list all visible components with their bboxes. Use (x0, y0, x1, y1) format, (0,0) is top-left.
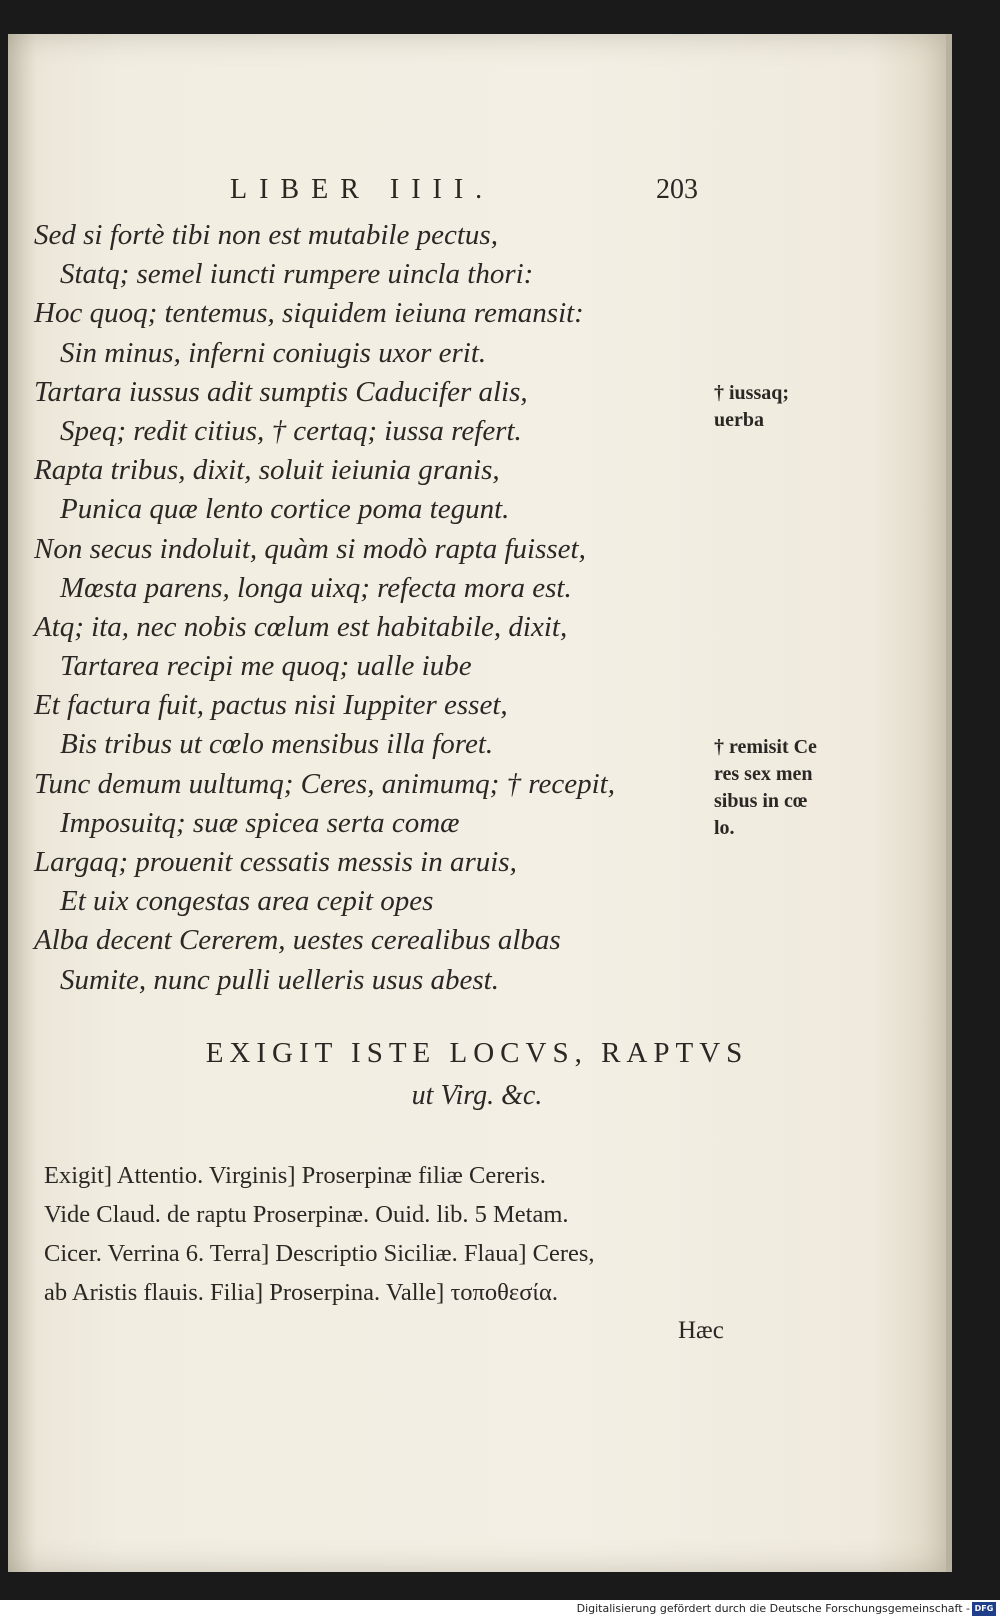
verse-line: Et uix congestas area cepit opes (60, 885, 434, 918)
verse-line: Speq; redit citius, † certaq; iussa refert. (60, 414, 522, 447)
verse-line: Non secus indoluit, quàm si modò rapta fuisset, (34, 532, 586, 565)
verse-line: Imposuitq; suæ spicea serta comæ (60, 806, 460, 839)
verse-line: Sed si fortè tibi non est mutabile pectus, (34, 219, 498, 251)
commentary-block (44, 1156, 729, 1312)
verse-line: Mœsta parens, longa uixq; refecta mora est. (60, 571, 572, 604)
verse-line: Atq; ita, nec nobis cœlum est habitabile, dixit, (34, 610, 568, 643)
verse-line: Hoc quoq; tentemus, siquidem ieiuna remansit: (34, 297, 584, 330)
funding-credit: Digitalisierung gefördert durch die Deutsche Forschungsgemeinschaft - (576, 1602, 970, 1615)
section-heading: EXIGIT ISTE LOCVS, RAPTVS (205, 1037, 749, 1069)
verse-line: Punica quæ lento cortice poma tegunt. (60, 493, 510, 526)
verse-line: Rapta tribus, dixit, soluit ieiunia granis, (34, 454, 500, 487)
commentary-line: Cicer. Verrina 6. Terra] Descriptio Siciliæ. Flaua] Ceres, (44, 1240, 595, 1267)
commentary-line: ab Aristis flauis. Filia] Proserpina. Valle] τοποθεσία. (44, 1279, 558, 1306)
catchword: Hæc (678, 1317, 724, 1344)
verse-line: Tartarea recipi me quoq; ualle iube (60, 650, 472, 683)
verse-line: Bis tribus ut cœlo mensibus illa foret. (60, 728, 494, 761)
verse-block (34, 216, 714, 1000)
verse-line: Tartara iussus adit sumptis Caducifer alis, (34, 375, 528, 408)
page-number: 203 (656, 174, 698, 205)
verse-line: Tunc demum uultumq; Ceres, animumq; † recepit, (34, 767, 615, 800)
verse-line: Statq; semel iuncti rumpere uincla thori: (60, 258, 534, 291)
section-subheading: ut Virg. &c. (411, 1080, 543, 1111)
verse-line: Sumite, nunc pulli uelleris usus abest. (60, 963, 499, 996)
page-edge (946, 34, 952, 1572)
verse-line: Sin minus, inferni coniugis uxor erit. (60, 336, 487, 369)
running-head: LIBER IIII. (230, 174, 495, 205)
dfg-logo: DFG (972, 1602, 996, 1616)
footer-bar (0, 1600, 1000, 1620)
page-header (8, 174, 946, 214)
verse-line: Alba decent Cererem, uestes cerealibus albas (34, 924, 561, 957)
verse-line: Largaq; prouenit cessatis messis in aruis, (34, 846, 517, 878)
commentary-line: Vide Claud. de raptu Proserpinæ. Ouid. lib. 5 Metam. (44, 1201, 569, 1228)
margin-note: † iussaq; uerba (714, 382, 790, 431)
book-page (8, 34, 946, 1572)
margin-note: † remisit Ce res sex men sibus in cœ lo. (714, 736, 817, 839)
verse-line: Et factura fuit, pactus nisi Iuppiter esset, (34, 689, 508, 722)
commentary-line: Exigit] Attentio. Virginis] Proserpinæ filiæ Cereris. (44, 1162, 546, 1189)
